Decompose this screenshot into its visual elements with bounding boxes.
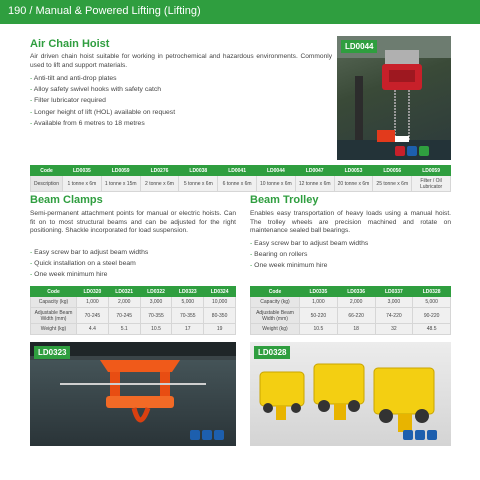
- table-header-cell: LD0323: [172, 287, 204, 297]
- beam-clamps-table: [30, 286, 236, 335]
- table-header-cell: LD0335: [300, 287, 338, 297]
- list-item: - Filter lubricator required: [30, 95, 320, 106]
- table-cell: Adjustable Beam Width (mm): [251, 308, 300, 324]
- table-row: [251, 324, 451, 335]
- beam-clamps-photo: [30, 342, 236, 446]
- table-cell: 2,000: [108, 297, 140, 308]
- table-cell: Capacity (kg): [31, 297, 77, 308]
- table-header-cell: LD0047: [295, 166, 334, 176]
- table-header-cell: LD0056: [373, 166, 412, 176]
- air-chain-hoist-title: Air Chain Hoist: [30, 38, 110, 50]
- table-cell: 70-355: [172, 308, 204, 324]
- table-cell: 80-350: [204, 308, 236, 324]
- table-row: [251, 308, 451, 324]
- table-cell: 1 tonne x 15m: [101, 176, 140, 192]
- hard-hat-icon: [415, 430, 425, 440]
- beam-trolley-table: [250, 286, 451, 335]
- table-cell: 10,000: [204, 297, 236, 308]
- list-item: - One week minimum hire: [30, 269, 236, 280]
- air-chain-hoist-photo: [337, 36, 451, 160]
- table-cell: 5,000: [413, 297, 451, 308]
- air-chain-hoist-photo-tag: LD0044: [341, 40, 377, 53]
- table-cell: 3,000: [140, 297, 172, 308]
- table-header-cell: LD0328: [413, 287, 451, 297]
- table-cell: Weight (kg): [31, 324, 77, 335]
- beam-clamps-features: [30, 247, 236, 281]
- table-cell: 70-245: [77, 308, 109, 324]
- list-item: - Longer height of lift (HOL) available on request: [30, 107, 320, 118]
- table-cell: 1,000: [77, 297, 109, 308]
- table-cell: 2,000: [337, 297, 375, 308]
- table-header-cell: LD0322: [140, 287, 172, 297]
- beam-clamps-intro: Semi-permanent attachment points for manual or electric hoists. Can fit on to most structural beams and can be adjusted for the right positioning. Shackle incorporated for load suspension.: [30, 210, 236, 235]
- table-cell: Adjustable Beam Width (mm): [31, 308, 77, 324]
- ppe-icons: [190, 430, 224, 440]
- gloves-icon: [214, 430, 224, 440]
- beam-clamps-photo-tag: LD0323: [34, 346, 70, 359]
- table-cell: Capacity (kg): [251, 297, 300, 308]
- page-header: [0, 0, 480, 24]
- page-header-text: 190 / Manual & Powered Lifting (Lifting): [8, 5, 201, 17]
- table-cell: 10.5: [140, 324, 172, 335]
- ppe-icons: [395, 146, 429, 156]
- air-chain-hoist-intro: Air driven chain hoist suitable for working in petrochemical and hazardous environments. Commonly used to lift and support materials.: [30, 53, 332, 69]
- beam-trolley-photo-tag: LD0328: [254, 346, 290, 359]
- table-header-cell: LD0059: [101, 166, 140, 176]
- table-header-row: [251, 287, 451, 297]
- list-item: - Easy screw bar to adjust beam widths: [30, 247, 236, 258]
- table-cell: 74-220: [375, 308, 413, 324]
- table-cell: 19: [204, 324, 236, 335]
- beam-trolley-intro: Enables easy transportation of heavy loads using a manual hoist. The trolley wheels are precision machined and rotate on maintenance sealed ball bearings.: [250, 210, 451, 235]
- list-item: - Bearing on rollers: [250, 249, 451, 260]
- table-cell: 48.5: [413, 324, 451, 335]
- table-cell: 18: [337, 324, 375, 335]
- table-cell: 32: [375, 324, 413, 335]
- table-cell: Description: [31, 176, 63, 192]
- table-cell: 4.4: [77, 324, 109, 335]
- table-header-row: [31, 166, 451, 176]
- table-cell: 70-245: [108, 308, 140, 324]
- hard-hat-icon: [407, 146, 417, 156]
- table-row: [31, 308, 236, 324]
- table-cell: 3,000: [375, 297, 413, 308]
- table-row: [31, 297, 236, 308]
- beam-trolley-photo: [250, 342, 451, 446]
- table-cell: 1 tonne x 6m: [63, 176, 102, 192]
- hoist-illustration: [337, 36, 451, 160]
- table-cell: 50-220: [300, 308, 338, 324]
- table-cell: 5,000: [172, 297, 204, 308]
- table-cell: 90-220: [413, 308, 451, 324]
- table-header-cell: LD0038: [179, 166, 218, 176]
- boots-icon: [403, 430, 413, 440]
- list-item: - Alloy safety swivel hooks with safety catch: [30, 84, 320, 95]
- table-row: [31, 176, 451, 192]
- ppe-icons: [403, 430, 437, 440]
- table-header-cell: LD0320: [77, 287, 109, 297]
- table-header-cell: LD0324: [204, 287, 236, 297]
- list-item: - Available from 6 metres to 18 metres: [30, 118, 320, 129]
- table-cell: 12 tonne x 6m: [295, 176, 334, 192]
- table-header-cell: LD0321: [108, 287, 140, 297]
- beam-trolley-title: Beam Trolley: [250, 194, 319, 206]
- hard-hat-icon: [202, 430, 212, 440]
- table-header-cell: LD0276: [140, 166, 179, 176]
- table-cell: 66-220: [337, 308, 375, 324]
- gloves-icon: [419, 146, 429, 156]
- table-row: [251, 297, 451, 308]
- boots-icon: [395, 146, 405, 156]
- boots-icon: [190, 430, 200, 440]
- table-header-cell: LD0053: [334, 166, 373, 176]
- table-header-cell: LD0041: [218, 166, 257, 176]
- table-header-cell: LD0044: [256, 166, 295, 176]
- table-cell: 10 tonne x 6m: [256, 176, 295, 192]
- table-header-cell: Code: [31, 287, 77, 297]
- list-item: - Anti-tilt and anti-drop plates: [30, 73, 320, 84]
- beam-clamps-title: Beam Clamps: [30, 194, 103, 206]
- table-cell: Filter / Oil Lubricator: [412, 176, 451, 192]
- table-cell: 17: [172, 324, 204, 335]
- table-header-cell: LD0035: [63, 166, 102, 176]
- table-cell: 10.5: [300, 324, 338, 335]
- table-header-cell: LD0059: [412, 166, 451, 176]
- table-header-row: [31, 287, 236, 297]
- table-cell: 2 tonne x 6m: [140, 176, 179, 192]
- table-cell: Weight (kg): [251, 324, 300, 335]
- table-cell: 20 tonne x 6m: [334, 176, 373, 192]
- table-row: [31, 324, 236, 335]
- table-header-cell: Code: [31, 166, 63, 176]
- beam-trolley-features: [250, 238, 451, 272]
- table-cell: 6 tonne x 6m: [218, 176, 257, 192]
- table-cell: 1,000: [300, 297, 338, 308]
- air-chain-hoist-table: [30, 165, 451, 192]
- table-cell: 25 tonne x 6m: [373, 176, 412, 192]
- table-header-cell: LD0336: [337, 287, 375, 297]
- table-cell: 70-355: [140, 308, 172, 324]
- table-cell: 5.1: [108, 324, 140, 335]
- list-item: - Quick installation on a steel beam: [30, 258, 236, 269]
- list-item: - One week minimum hire: [250, 260, 451, 271]
- list-item: - Easy screw bar to adjust beam widths: [250, 238, 451, 249]
- gloves-icon: [427, 430, 437, 440]
- table-header-cell: Code: [251, 287, 300, 297]
- air-chain-hoist-features: [30, 73, 320, 129]
- table-header-cell: LD0337: [375, 287, 413, 297]
- table-cell: 5 tonne x 6m: [179, 176, 218, 192]
